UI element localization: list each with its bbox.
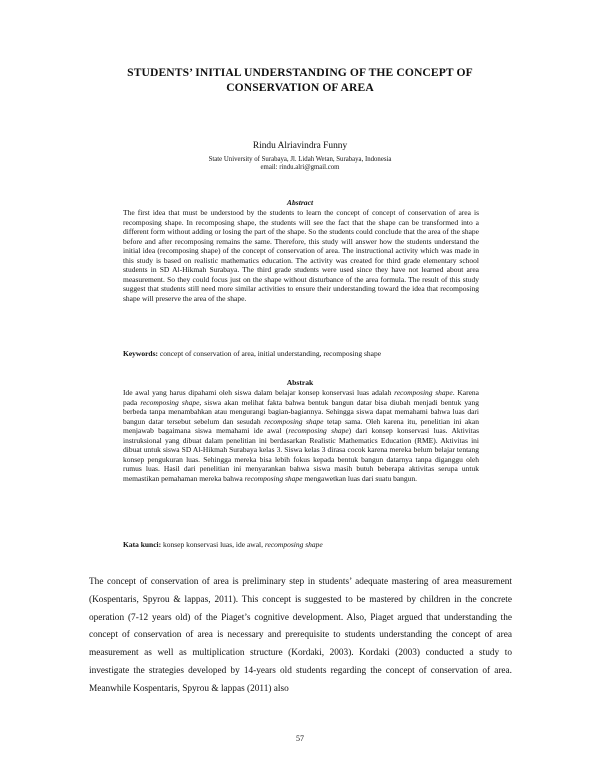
body-paragraph: The concept of conservation of area is preliminary step in students’ adequate mastering of area measurement (Kospentaris, Spyrou & lappas, 2011). This concept is suggested to be mastered by children in the concrete operation (7-12 years old) of the Piaget’s cognitive development. Also, Piaget argued that understanding the concept of conservation of area is necessary and prerequisite to students understanding the concept of area measurement as well as multiplication structure (Kordaki, 2003). Kordaki (2003) conducted a study to investigate the strategies developed by 14-years old students regarding the concept of conservation of area. Meanwhile Kospentaris, Spyrou & lappas (2011) also: [89, 577, 512, 694]
abstract-heading: Abstract: [286, 198, 314, 207]
title-line-2: CONSERVATION OF AREA: [226, 80, 374, 94]
abstrak-indonesian: Ide awal yang harus dipahami oleh siswa dalam belajar konsep konservasi luas adalah recomposing shape. Karena pada recomposing shape, siswa akan melihat fakta bahwa bentuk bangun datar bisa diubah menjadi bentuk yang berbeda tanpa menambahkan atau mengurangi bagian-bagiannya. Sehingga siswa dapat memahami bahwa luas dari bangun datar tersebut sebelum dan sesudah recomposing shape tetap sama. Oleh karena itu, penelitian ini akan menjawab bagaimana siswa memahami ide awal (recomposing shape) dari konsep konservasi luas. Aktivitas instruksional yang dibuat dalam penelitian ini berdasarkan Realistic Mathematics Education (RME). Aktivitas ini dibuat untuk siswa SD Al-Hikmah Surabaya kelas 3. Siswa kelas 3 dirasa cocok karena mereka belum belajar tentang konsep pengukuran luas. Sehingga mereka bisa lebih fokus kepada bentuk bangun datarnya tanpa diganggu oleh rumus luas. Hasil dari penelitian ini menyarankan bahwa siswa masih butuh beberapa aktivitas serupa untuk memastikan pemahaman mereka bahwa recomposing shape mengawetkan luas dari suatu bangun.: [123, 388, 480, 483]
keywords-indonesian: [123, 540, 503, 550]
kata-kunci-value: konsep konservasi luas, ide awal,: [163, 540, 263, 549]
kata-kunci-label: Kata kunci:: [123, 540, 162, 549]
author-name: Rindu Alriavindra Funny: [252, 141, 348, 151]
email-line: email: rindu.alri@gmail.com: [260, 164, 340, 172]
kata-kunci-em: recomposing shape: [264, 540, 323, 549]
title-line-1: STUDENTS’ INITIAL UNDERSTANDING OF THE CONCEPT OF: [127, 66, 473, 79]
keywords-label: Keywords:: [123, 349, 158, 358]
keywords-value: concept of conservation of area, initial understanding, recomposing shape: [159, 349, 382, 358]
paper-title: [90, 66, 510, 95]
abstrak-heading: Abstrak: [286, 378, 314, 387]
page-number: 57: [296, 734, 304, 743]
author-affiliation: [0, 156, 600, 173]
abstract-english: The first idea that must be understood by the students to learn the concept of concept of conservation of area is recomposing shape. In recomposing shape, the students will see the fact that the shape can be transformed into a different form without adding or losing the part of the shape. So the students could conclude that the area of the shape before and after recomposing remains the same. Therefore, this study will answer how the students understand the initial idea (recomposing shape) of the concept of conservation of area. The instructional activity which was made in this study is based on realistic mathematics education. The activity was created for third grade elementary school students in SD Al-Hikmah Surabaya. The third grade students were used since they have not learned about area measurement. So they could focus just on the shape without disturbance of the area formula. The result of this study suggest that students still need more similar activities to ensure their understanding toward the idea that recomposing shape will preserve the area of the shape.: [123, 208, 479, 303]
affiliation-line: State University of Surabaya, Jl. Lidah Wetan, Surabaya, Indonesia: [208, 156, 392, 163]
keywords-english: [123, 349, 503, 359]
